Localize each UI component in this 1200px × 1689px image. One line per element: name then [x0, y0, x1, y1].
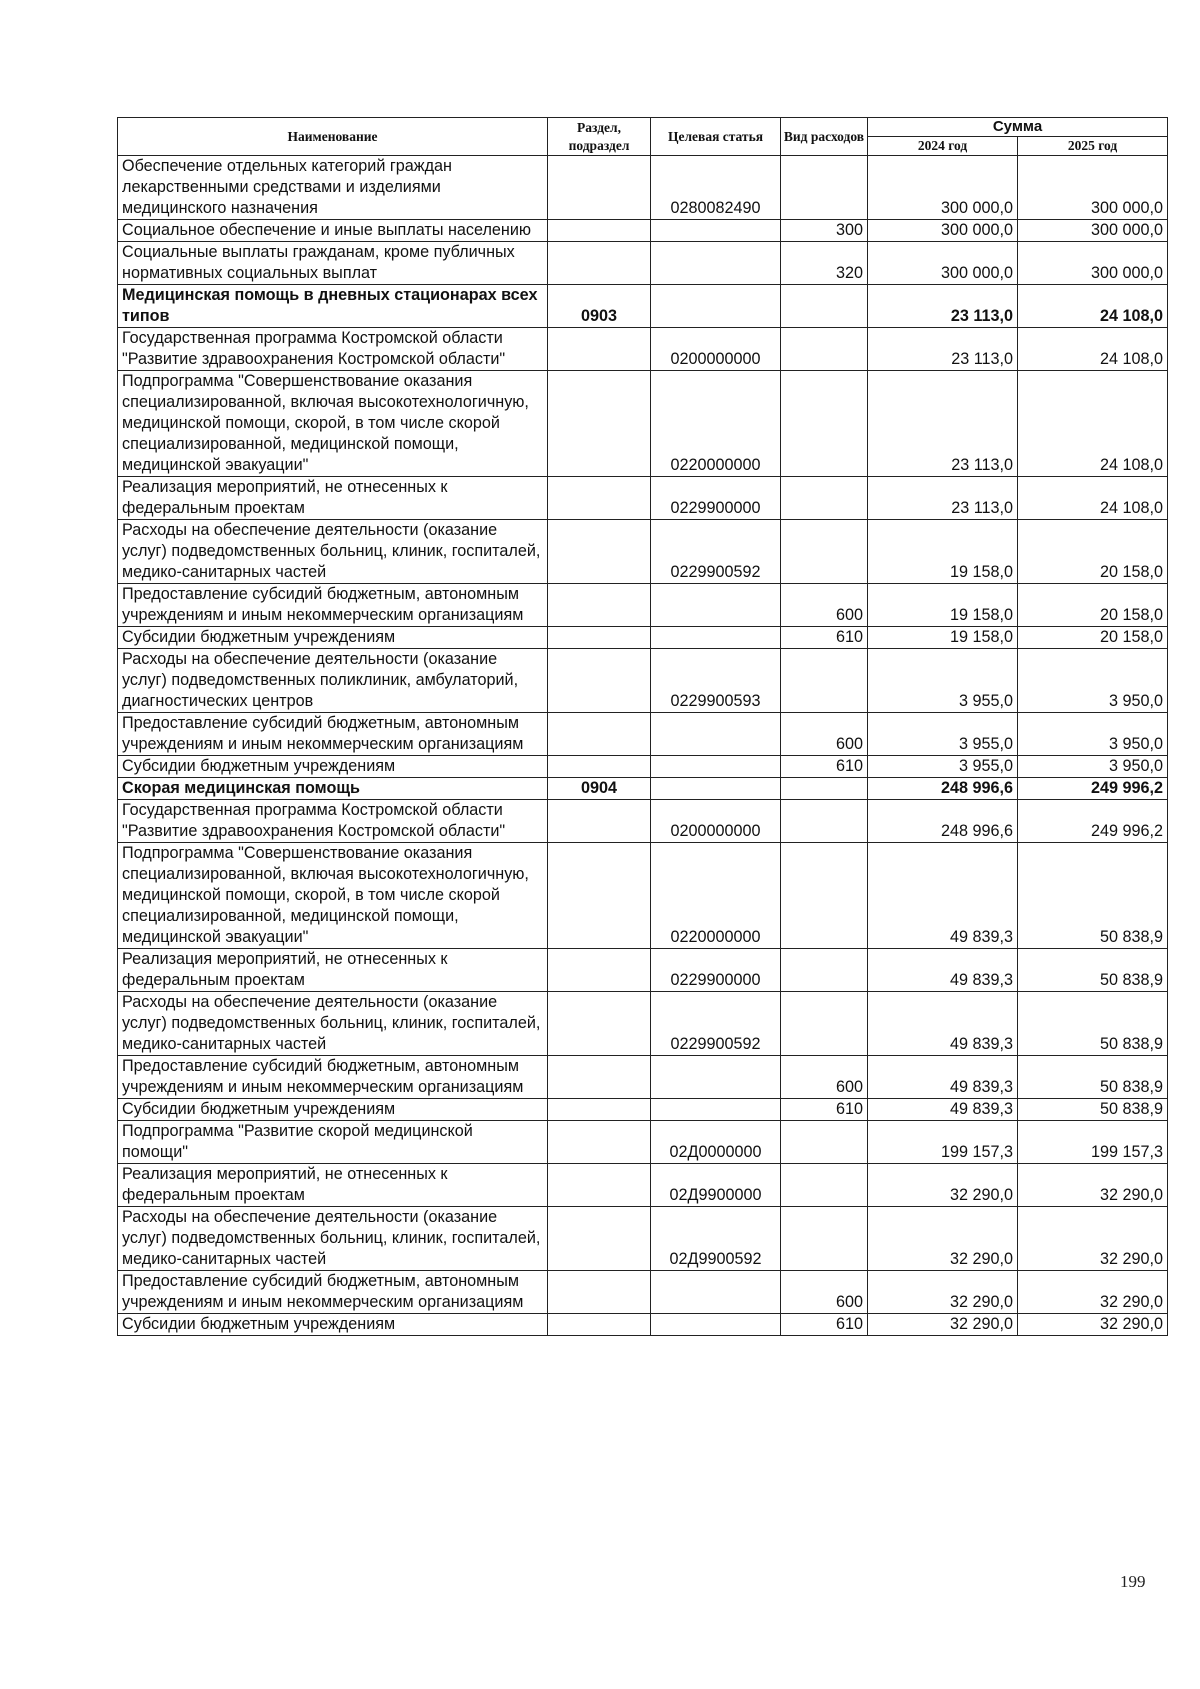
row-sum-2024-cell: 49 839,3: [868, 949, 1018, 992]
table-row: [118, 649, 1168, 713]
table-row: [118, 242, 1168, 285]
row-target-cell: 0229900592: [651, 520, 781, 584]
header-section: Раздел, подраздел: [548, 118, 651, 156]
row-name-cell: Предоставление субсидий бюджетным, автономным учреждениям и иным некоммерческим организациям: [118, 1271, 548, 1314]
row-name-cell: Государственная программа Костромской области "Развитие здравоохранения Костромской области": [118, 328, 548, 371]
row-target-cell: [651, 713, 781, 756]
row-name-cell: Реализация мероприятий, не отнесенных к федеральным проектам: [118, 949, 548, 992]
row-name-cell: Реализация мероприятий, не отнесенных к федеральным проектам: [118, 1164, 548, 1207]
row-expense-type-cell: [781, 800, 868, 843]
row-section-cell: [548, 713, 651, 756]
table-body: [118, 156, 1168, 1336]
row-sum-2024-cell: 19 158,0: [868, 520, 1018, 584]
row-name-cell: Расходы на обеспечение деятельности (оказание услуг) подведомственных больниц, клиник, госпиталей, медико-санитарных частей: [118, 1207, 548, 1271]
row-sum-2024-cell: 300 000,0: [868, 242, 1018, 285]
row-name-cell: Расходы на обеспечение деятельности (оказание услуг) подведомственных больниц, клиник, госпиталей, медико-санитарных частей: [118, 520, 548, 584]
row-sum-2025-cell: 20 158,0: [1018, 627, 1168, 649]
row-name-cell: Субсидии бюджетным учреждениям: [118, 1099, 548, 1121]
row-expense-type-cell: 300: [781, 220, 868, 242]
row-target-cell: 02Д9900592: [651, 1207, 781, 1271]
row-sum-2025-cell: 3 950,0: [1018, 649, 1168, 713]
row-expense-type-cell: [781, 1121, 868, 1164]
row-target-cell: [651, 1056, 781, 1099]
row-section-cell: [548, 1099, 651, 1121]
row-target-cell: 0229900000: [651, 949, 781, 992]
row-section-cell: [548, 520, 651, 584]
row-sum-2025-cell: 32 290,0: [1018, 1271, 1168, 1314]
table-row: [118, 1207, 1168, 1271]
row-sum-2024-cell: 49 839,3: [868, 1056, 1018, 1099]
row-expense-type-cell: [781, 371, 868, 477]
row-target-cell: 0229900592: [651, 992, 781, 1056]
table-row: [118, 1314, 1168, 1336]
row-expense-type-cell: [781, 477, 868, 520]
row-name-cell: Предоставление субсидий бюджетным, автономным учреждениям и иным некоммерческим организациям: [118, 584, 548, 627]
row-sum-2025-cell: 300 000,0: [1018, 156, 1168, 220]
row-name-cell: Государственная программа Костромской области "Развитие здравоохранения Костромской области": [118, 800, 548, 843]
table-row: [118, 627, 1168, 649]
row-target-cell: [651, 1314, 781, 1336]
row-expense-type-cell: [781, 649, 868, 713]
row-target-cell: [651, 627, 781, 649]
row-name-cell: Расходы на обеспечение деятельности (оказание услуг) подведомственных больниц, клиник, госпиталей, медико-санитарных частей: [118, 992, 548, 1056]
row-sum-2025-cell: 32 290,0: [1018, 1314, 1168, 1336]
row-name-cell: Медицинская помощь в дневных стационарах всех типов: [118, 285, 548, 328]
row-expense-type-cell: 600: [781, 713, 868, 756]
row-target-cell: 0200000000: [651, 800, 781, 843]
row-section-cell: [548, 156, 651, 220]
row-name-cell: Социальное обеспечение и иные выплаты населению: [118, 220, 548, 242]
row-expense-type-cell: [781, 285, 868, 328]
row-section-cell: [548, 371, 651, 477]
row-sum-2024-cell: 3 955,0: [868, 649, 1018, 713]
table-row: [118, 1164, 1168, 1207]
row-section-cell: [548, 242, 651, 285]
table-row: [118, 520, 1168, 584]
header-year-2025: 2025 год: [1018, 137, 1168, 156]
row-sum-2025-cell: 300 000,0: [1018, 220, 1168, 242]
row-section-cell: 0904: [548, 778, 651, 800]
row-sum-2025-cell: 32 290,0: [1018, 1207, 1168, 1271]
row-target-cell: [651, 242, 781, 285]
row-target-cell: 0280082490: [651, 156, 781, 220]
row-section-cell: [548, 1121, 651, 1164]
row-sum-2024-cell: 49 839,3: [868, 843, 1018, 949]
table-header: [118, 118, 1168, 156]
row-expense-type-cell: [781, 1207, 868, 1271]
row-sum-2025-cell: 20 158,0: [1018, 520, 1168, 584]
row-sum-2025-cell: 50 838,9: [1018, 1099, 1168, 1121]
row-name-cell: Подпрограмма "Совершенствование оказания специализированной, включая высокотехнологичную, медицинской помощи, скорой, в том числе скорой специализированной, медицинской помощи, медицинской эвакуации": [118, 371, 548, 477]
table-row: [118, 584, 1168, 627]
row-expense-type-cell: [781, 328, 868, 371]
row-sum-2024-cell: 248 996,6: [868, 778, 1018, 800]
row-section-cell: [548, 328, 651, 371]
row-target-cell: [651, 584, 781, 627]
row-target-cell: [651, 756, 781, 778]
header-name: Наименование: [118, 118, 548, 156]
table-row: [118, 756, 1168, 778]
row-sum-2024-cell: 19 158,0: [868, 584, 1018, 627]
row-section-cell: [548, 220, 651, 242]
row-name-cell: Субсидии бюджетным учреждениям: [118, 627, 548, 649]
row-expense-type-cell: [781, 156, 868, 220]
table-row: [118, 778, 1168, 800]
row-expense-type-cell: [781, 778, 868, 800]
row-sum-2025-cell: 3 950,0: [1018, 713, 1168, 756]
row-section-cell: [548, 584, 651, 627]
row-target-cell: 0220000000: [651, 371, 781, 477]
row-expense-type-cell: 610: [781, 756, 868, 778]
row-sum-2025-cell: 249 996,2: [1018, 778, 1168, 800]
table-row: [118, 713, 1168, 756]
row-name-cell: Подпрограмма "Развитие скорой медицинской помощи": [118, 1121, 548, 1164]
row-section-cell: [548, 992, 651, 1056]
row-sum-2025-cell: 3 950,0: [1018, 756, 1168, 778]
row-sum-2024-cell: 23 113,0: [868, 371, 1018, 477]
row-target-cell: [651, 778, 781, 800]
row-sum-2024-cell: 199 157,3: [868, 1121, 1018, 1164]
row-sum-2025-cell: 50 838,9: [1018, 843, 1168, 949]
row-expense-type-cell: 600: [781, 1271, 868, 1314]
row-name-cell: Предоставление субсидий бюджетным, автономным учреждениям и иным некоммерческим организациям: [118, 713, 548, 756]
row-sum-2025-cell: 50 838,9: [1018, 949, 1168, 992]
row-target-cell: 0220000000: [651, 843, 781, 949]
row-name-cell: Скорая медицинская помощь: [118, 778, 548, 800]
row-sum-2024-cell: 19 158,0: [868, 627, 1018, 649]
row-sum-2024-cell: 32 290,0: [868, 1207, 1018, 1271]
table-row: [118, 328, 1168, 371]
row-sum-2024-cell: 23 113,0: [868, 328, 1018, 371]
row-sum-2025-cell: 50 838,9: [1018, 1056, 1168, 1099]
row-section-cell: [548, 800, 651, 843]
row-sum-2025-cell: 24 108,0: [1018, 371, 1168, 477]
row-section-cell: [548, 1271, 651, 1314]
table-row: [118, 1121, 1168, 1164]
row-name-cell: Обеспечение отдельных категорий граждан лекарственными средствами и изделиями медицинского назначения: [118, 156, 548, 220]
table-row: [118, 285, 1168, 328]
table-row: [118, 1056, 1168, 1099]
row-section-cell: [548, 1207, 651, 1271]
row-expense-type-cell: 600: [781, 1056, 868, 1099]
row-target-cell: [651, 1099, 781, 1121]
row-sum-2025-cell: 24 108,0: [1018, 285, 1168, 328]
row-name-cell: Социальные выплаты гражданам, кроме публичных нормативных социальных выплат: [118, 242, 548, 285]
table-row: [118, 843, 1168, 949]
row-expense-type-cell: 610: [781, 627, 868, 649]
row-target-cell: 0229900000: [651, 477, 781, 520]
row-section-cell: [548, 627, 651, 649]
row-sum-2024-cell: 300 000,0: [868, 220, 1018, 242]
row-section-cell: [548, 649, 651, 713]
row-section-cell: [548, 1056, 651, 1099]
row-section-cell: 0903: [548, 285, 651, 328]
row-section-cell: [548, 477, 651, 520]
budget-table: [117, 117, 1168, 1336]
row-target-cell: [651, 285, 781, 328]
table-row: [118, 477, 1168, 520]
header-target: Целевая статья: [651, 118, 781, 156]
row-target-cell: [651, 1271, 781, 1314]
row-sum-2024-cell: 300 000,0: [868, 156, 1018, 220]
header-sum: Сумма: [868, 118, 1168, 137]
row-section-cell: [548, 1164, 651, 1207]
row-expense-type-cell: [781, 1164, 868, 1207]
row-expense-type-cell: [781, 992, 868, 1056]
row-expense-type-cell: 610: [781, 1314, 868, 1336]
page-number: 199: [1120, 1572, 1146, 1591]
row-sum-2025-cell: 24 108,0: [1018, 477, 1168, 520]
table-row: [118, 1099, 1168, 1121]
row-section-cell: [548, 949, 651, 992]
row-expense-type-cell: 610: [781, 1099, 868, 1121]
row-name-cell: Реализация мероприятий, не отнесенных к федеральным проектам: [118, 477, 548, 520]
row-name-cell: Субсидии бюджетным учреждениям: [118, 756, 548, 778]
table-row: [118, 1271, 1168, 1314]
header-expense-type: Вид расходов: [781, 118, 868, 156]
table-row: [118, 800, 1168, 843]
table-row: [118, 156, 1168, 220]
row-expense-type-cell: [781, 949, 868, 992]
table-row: [118, 992, 1168, 1056]
row-sum-2025-cell: 32 290,0: [1018, 1164, 1168, 1207]
row-sum-2025-cell: 24 108,0: [1018, 328, 1168, 371]
row-name-cell: Подпрограмма "Совершенствование оказания специализированной, включая высокотехнологичную, медицинской помощи, скорой, в том числе скорой специализированной, медицинской помощи, медицинской эвакуации": [118, 843, 548, 949]
row-target-cell: 0229900593: [651, 649, 781, 713]
row-section-cell: [548, 756, 651, 778]
row-sum-2024-cell: 32 290,0: [868, 1314, 1018, 1336]
row-name-cell: Предоставление субсидий бюджетным, автономным учреждениям и иным некоммерческим организациям: [118, 1056, 548, 1099]
table-row: [118, 949, 1168, 992]
row-sum-2024-cell: 49 839,3: [868, 992, 1018, 1056]
row-expense-type-cell: 600: [781, 584, 868, 627]
row-sum-2024-cell: 248 996,6: [868, 800, 1018, 843]
row-sum-2025-cell: 249 996,2: [1018, 800, 1168, 843]
row-sum-2025-cell: 199 157,3: [1018, 1121, 1168, 1164]
row-expense-type-cell: 320: [781, 242, 868, 285]
row-sum-2024-cell: 3 955,0: [868, 713, 1018, 756]
row-sum-2025-cell: 300 000,0: [1018, 242, 1168, 285]
row-target-cell: 0200000000: [651, 328, 781, 371]
row-expense-type-cell: [781, 520, 868, 584]
row-sum-2024-cell: 32 290,0: [868, 1164, 1018, 1207]
row-sum-2024-cell: 32 290,0: [868, 1271, 1018, 1314]
row-sum-2024-cell: 3 955,0: [868, 756, 1018, 778]
row-target-cell: 02Д0000000: [651, 1121, 781, 1164]
row-name-cell: Субсидии бюджетным учреждениям: [118, 1314, 548, 1336]
table-row: [118, 220, 1168, 242]
row-section-cell: [548, 843, 651, 949]
row-expense-type-cell: [781, 843, 868, 949]
row-sum-2024-cell: 23 113,0: [868, 285, 1018, 328]
row-name-cell: Расходы на обеспечение деятельности (оказание услуг) подведомственных поликлиник, амбулаторий, диагностических центров: [118, 649, 548, 713]
row-sum-2025-cell: 20 158,0: [1018, 584, 1168, 627]
row-sum-2024-cell: 23 113,0: [868, 477, 1018, 520]
row-sum-2025-cell: 50 838,9: [1018, 992, 1168, 1056]
row-sum-2024-cell: 49 839,3: [868, 1099, 1018, 1121]
row-target-cell: 02Д9900000: [651, 1164, 781, 1207]
row-target-cell: [651, 220, 781, 242]
header-year-2024: 2024 год: [868, 137, 1018, 156]
row-section-cell: [548, 1314, 651, 1336]
table-row: [118, 371, 1168, 477]
